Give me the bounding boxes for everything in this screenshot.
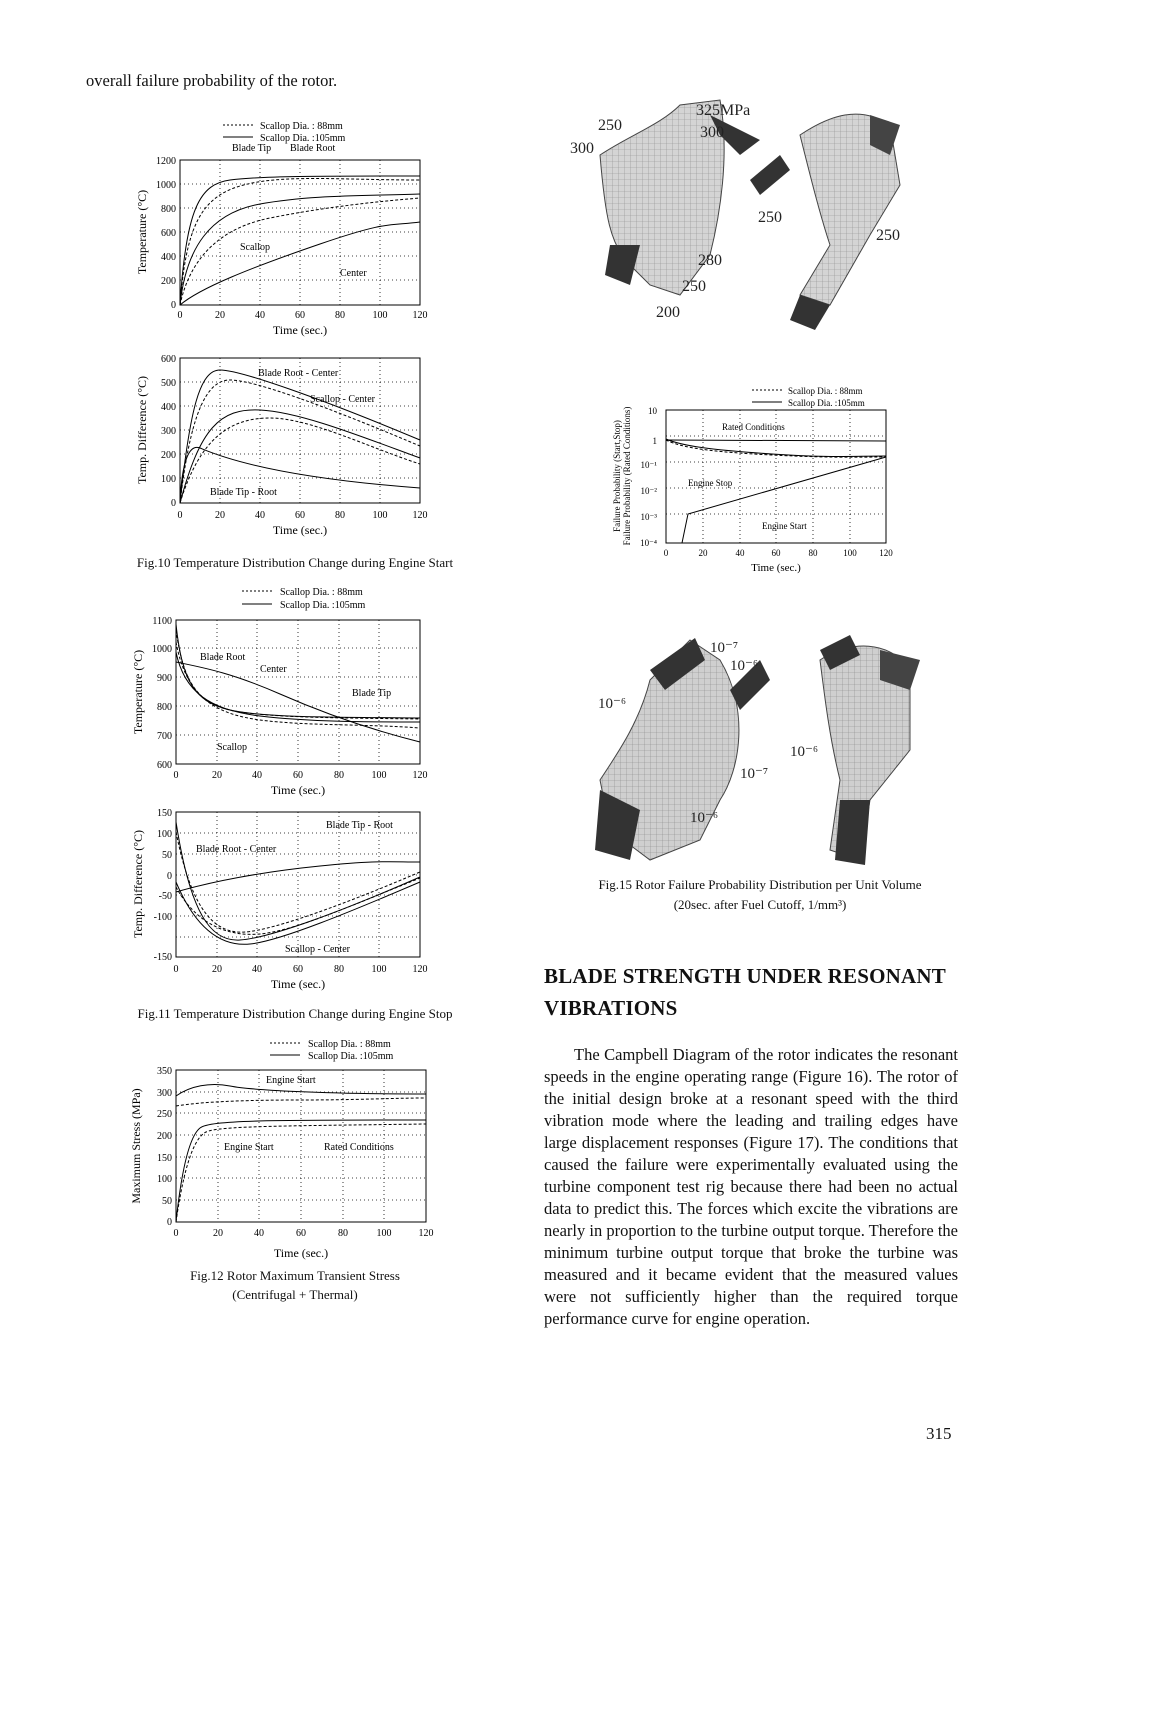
f12-ytick: 300 bbox=[157, 1088, 172, 1099]
f12-xtick: 80 bbox=[338, 1228, 348, 1239]
f11t-xtick: 120 bbox=[412, 770, 428, 781]
f11t-label: Scallop bbox=[217, 742, 247, 753]
stress-label: 250 bbox=[598, 117, 622, 134]
f10b-ytick: 600 bbox=[161, 354, 176, 365]
f10t-ytick: 0 bbox=[171, 300, 176, 311]
fp-label: Engine Stop bbox=[688, 478, 733, 488]
f11t-ytick: 1000 bbox=[152, 644, 172, 655]
f11b-xlabel: Time (sec.) bbox=[270, 977, 326, 991]
f11b-ytick: 0 bbox=[167, 871, 172, 882]
fig12-legend-solid: Scallop Dia. :105mm bbox=[308, 1051, 394, 1062]
fig12-chart bbox=[120, 1036, 450, 1268]
f11t-xtick: 40 bbox=[252, 770, 262, 781]
f11t-ylabel: Temperature (°C) bbox=[131, 649, 145, 735]
f12-ytick: 250 bbox=[157, 1109, 172, 1120]
f10t-ytick: 400 bbox=[161, 252, 176, 263]
prob-label: 10⁻⁶ bbox=[690, 810, 719, 826]
f12-xtick: 0 bbox=[173, 1228, 179, 1239]
page-number: 315 bbox=[926, 1424, 952, 1443]
f11t-xlabel: Time (sec.) bbox=[270, 783, 326, 797]
f11t-ytick: 1100 bbox=[152, 616, 172, 627]
f12-xtick: 120 bbox=[418, 1228, 434, 1239]
f12-ytick: 0 bbox=[167, 1217, 172, 1228]
f10t-label: Blade Root bbox=[290, 143, 336, 154]
f11b-ytick: -100 bbox=[153, 912, 172, 923]
f12-ytick: 200 bbox=[157, 1131, 172, 1142]
f12-xtick: 20 bbox=[213, 1228, 223, 1239]
f10t-xtick: 20 bbox=[215, 310, 225, 321]
f10t-xtick: 100 bbox=[372, 310, 388, 321]
f10t-xlabel: Time (sec.) bbox=[272, 323, 328, 337]
f11b-ylabel: Temp. Difference (°C) bbox=[131, 829, 145, 939]
f10t-label: Center bbox=[340, 268, 367, 279]
fp-ytick: 10⁻⁴ bbox=[640, 538, 657, 548]
f12-ylabel: Maximum Stress (MPa) bbox=[129, 1088, 143, 1204]
fp-legend-dotted: Scallop Dia. : 88mm bbox=[788, 386, 863, 396]
f10t-xtick: 40 bbox=[255, 310, 265, 321]
f10t-ytick: 200 bbox=[161, 276, 176, 287]
stress-label: 300 bbox=[700, 124, 724, 141]
f11b-ytick: 100 bbox=[157, 829, 172, 840]
f11t-label: Blade Tip bbox=[352, 688, 392, 699]
f12-xtick: 40 bbox=[254, 1228, 264, 1239]
stress-label: 250 bbox=[682, 278, 706, 295]
f11b-xtick: 60 bbox=[293, 964, 303, 975]
f11t-ytick: 700 bbox=[157, 731, 172, 742]
fp-ytick: 10⁻² bbox=[640, 486, 657, 496]
fp-label: Rated Conditions bbox=[722, 422, 785, 432]
f10b-ytick: 200 bbox=[161, 450, 176, 461]
f12-xlabel: Time (sec.) bbox=[273, 1246, 329, 1260]
f11t-label: Blade Root bbox=[200, 652, 246, 663]
f10b-xtick: 80 bbox=[335, 510, 345, 521]
f11b-ytick: -50 bbox=[158, 891, 172, 902]
f10t-xtick: 120 bbox=[412, 310, 428, 321]
f10b-label: Blade Root - Center bbox=[258, 368, 339, 379]
prob-label: 10⁻⁶ bbox=[730, 658, 759, 674]
f11t-xtick: 20 bbox=[212, 770, 222, 781]
fig12-legend-dotted: Scallop Dia. : 88mm bbox=[308, 1039, 391, 1050]
f11b-xtick: 80 bbox=[334, 964, 344, 975]
fig10-caption: Fig.10 Temperature Distribution Change during Engine Start bbox=[136, 555, 454, 570]
f12-label: Engine Start bbox=[266, 1075, 316, 1086]
fp-ytick: 10⁻³ bbox=[640, 512, 657, 522]
stress-label: 325MPa bbox=[696, 102, 751, 119]
section-heading-line1: BLADE STRENGTH UNDER RESONANT bbox=[544, 964, 946, 988]
fp-label: Engine Start bbox=[762, 521, 807, 531]
stress-contour-image bbox=[570, 95, 930, 335]
fp-ytick: 10 bbox=[648, 406, 657, 416]
fp-ytick: 1 bbox=[652, 436, 657, 446]
f11b-ytick: -150 bbox=[153, 952, 172, 963]
f10b-xtick: 100 bbox=[372, 510, 388, 521]
f10b-label: Blade Tip - Root bbox=[210, 487, 277, 498]
fig10-legend-dotted: Scallop Dia. : 88mm bbox=[260, 121, 343, 132]
failure-probability-chart bbox=[612, 384, 912, 584]
f10b-xtick: 60 bbox=[295, 510, 305, 521]
fp-xtick: 80 bbox=[808, 548, 818, 558]
f10b-xtick: 40 bbox=[255, 510, 265, 521]
f11b-label: Scallop - Center bbox=[285, 944, 350, 955]
fp-xtick: 120 bbox=[879, 548, 893, 558]
f10t-ytick: 1200 bbox=[156, 156, 176, 167]
f11t-xtick: 80 bbox=[334, 770, 344, 781]
f12-label: Engine Start bbox=[224, 1142, 274, 1153]
f10b-ytick: 500 bbox=[161, 378, 176, 389]
f10b-ylabel: Temp. Difference (°C) bbox=[135, 375, 149, 485]
section-heading-line2: VIBRATIONS bbox=[544, 996, 678, 1020]
stress-label: 250 bbox=[758, 209, 782, 226]
f11t-ytick: 800 bbox=[157, 702, 172, 713]
f10b-xlabel: Time (sec.) bbox=[272, 523, 328, 537]
f12-label: Rated Conditions bbox=[324, 1142, 394, 1153]
fig12-caption-line1: Fig.12 Rotor Maximum Transient Stress bbox=[190, 1268, 400, 1283]
fig12-caption-line2: (Centrifugal + Thermal) bbox=[232, 1287, 358, 1302]
f10b-label: Scallop - Center bbox=[310, 394, 375, 405]
fp-xtick: 20 bbox=[698, 548, 708, 558]
f11t-xtick: 100 bbox=[371, 770, 387, 781]
stress-label: 280 bbox=[698, 252, 722, 269]
f11b-ytick: 150 bbox=[157, 808, 172, 819]
f10b-ytick: 400 bbox=[161, 402, 176, 413]
fp-legend-solid: Scallop Dia. :105mm bbox=[788, 398, 865, 408]
f11b-xtick: 100 bbox=[371, 964, 387, 975]
f12-xtick: 100 bbox=[376, 1228, 392, 1239]
fig15-caption-line1: Fig.15 Rotor Failure Probability Distribution per Unit Volume bbox=[598, 877, 922, 892]
fig11-legend-dotted: Scallop Dia. : 88mm bbox=[280, 587, 363, 598]
f11b-xtick: 0 bbox=[173, 964, 179, 975]
fp-xlabel: Time (sec.) bbox=[751, 562, 801, 574]
f11t-label: Center bbox=[260, 664, 287, 675]
f11b-xtick: 40 bbox=[252, 964, 262, 975]
f10t-xtick: 60 bbox=[295, 310, 305, 321]
fp-xtick: 40 bbox=[735, 548, 745, 558]
fig10-legend-solid: Scallop Dia. :105mm bbox=[260, 133, 346, 144]
f11b-xtick: 120 bbox=[412, 964, 428, 975]
prob-label: 10⁻⁷ bbox=[740, 766, 769, 782]
f11t-xtick: 0 bbox=[173, 770, 179, 781]
fp-xtick: 0 bbox=[663, 548, 669, 558]
f10b-ytick: 300 bbox=[161, 426, 176, 437]
f10t-label: Blade Tip bbox=[232, 143, 272, 154]
f10t-xtick: 0 bbox=[177, 310, 183, 321]
f12-xtick: 60 bbox=[296, 1228, 306, 1239]
prob-label: 10⁻⁷ bbox=[710, 640, 739, 656]
f12-ytick: 50 bbox=[162, 1196, 172, 1207]
f12-ytick: 350 bbox=[157, 1066, 172, 1077]
fig11-legend-solid: Scallop Dia. :105mm bbox=[280, 600, 366, 611]
f10t-ylabel: Temperature (°C) bbox=[135, 189, 149, 275]
prob-label: 10⁻⁶ bbox=[790, 744, 819, 760]
f10t-xtick: 80 bbox=[335, 310, 345, 321]
fig11-chart bbox=[120, 582, 450, 1002]
f11t-ytick: 900 bbox=[157, 673, 172, 684]
section-paragraph: The Campbell Diagram of the rotor indicates the resonant speeds in the engine operating range (Figure 16). The rotor of the initial design broke at a resonant speed with the third vibration mode where the leading and trailing edges have large displacement responses (Figure 17). The conditions that caused the failure were experimentally evaluated using the turbine component test rig because there had been no actual data to predict this. The forces which excite the vibrations are nearly in proportion to the turbine output torque. Therefore the minimum turbine output torque that broke the turbine was measured and it became evident that the measured values were not sufficiently higher than the required torque performance curve for engine operation. bbox=[544, 1045, 958, 1328]
f11b-xtick: 20 bbox=[212, 964, 222, 975]
f11b-ytick: 50 bbox=[162, 850, 172, 861]
prob-label: 10⁻⁶ bbox=[598, 696, 627, 712]
f10b-ytick: 0 bbox=[171, 498, 176, 509]
fig11-caption: Fig.11 Temperature Distribution Change during Engine Stop bbox=[137, 1006, 453, 1021]
f10t-label: Scallop bbox=[240, 242, 270, 253]
stress-label: 250 bbox=[876, 227, 900, 244]
f10t-ytick: 600 bbox=[161, 228, 176, 239]
f12-ytick: 100 bbox=[157, 1174, 172, 1185]
fig10-chart bbox=[120, 118, 450, 563]
intro-text: overall failure probability of the rotor. bbox=[86, 71, 338, 90]
f11b-label: Blade Tip - Root bbox=[326, 820, 393, 831]
f11t-xtick: 60 bbox=[293, 770, 303, 781]
stress-label: 200 bbox=[656, 304, 680, 321]
f10b-ytick: 100 bbox=[161, 474, 176, 485]
f11b-label: Blade Root - Center bbox=[196, 844, 277, 855]
failure-probability-contour-image bbox=[590, 630, 940, 870]
f10b-xtick: 0 bbox=[177, 510, 183, 521]
f10b-xtick: 20 bbox=[215, 510, 225, 521]
fp-ytick: 10⁻¹ bbox=[640, 460, 657, 470]
f10t-ytick: 1000 bbox=[156, 180, 176, 191]
f10b-xtick: 120 bbox=[412, 510, 428, 521]
fig15-caption-line2: (20sec. after Fuel Cutoff, 1/mm³) bbox=[673, 897, 847, 912]
fp-ylabel-2: Failure Probability (Rated Conditions) bbox=[622, 406, 632, 546]
f12-ytick: 150 bbox=[157, 1153, 172, 1164]
fp-xtick: 60 bbox=[771, 548, 781, 558]
fp-ylabel-1: Failure Probability (Start,Stop) bbox=[612, 420, 622, 532]
stress-label: 300 bbox=[570, 140, 594, 157]
fp-xtick: 100 bbox=[843, 548, 857, 558]
f10t-ytick: 800 bbox=[161, 204, 176, 215]
f11t-ytick: 600 bbox=[157, 760, 172, 771]
